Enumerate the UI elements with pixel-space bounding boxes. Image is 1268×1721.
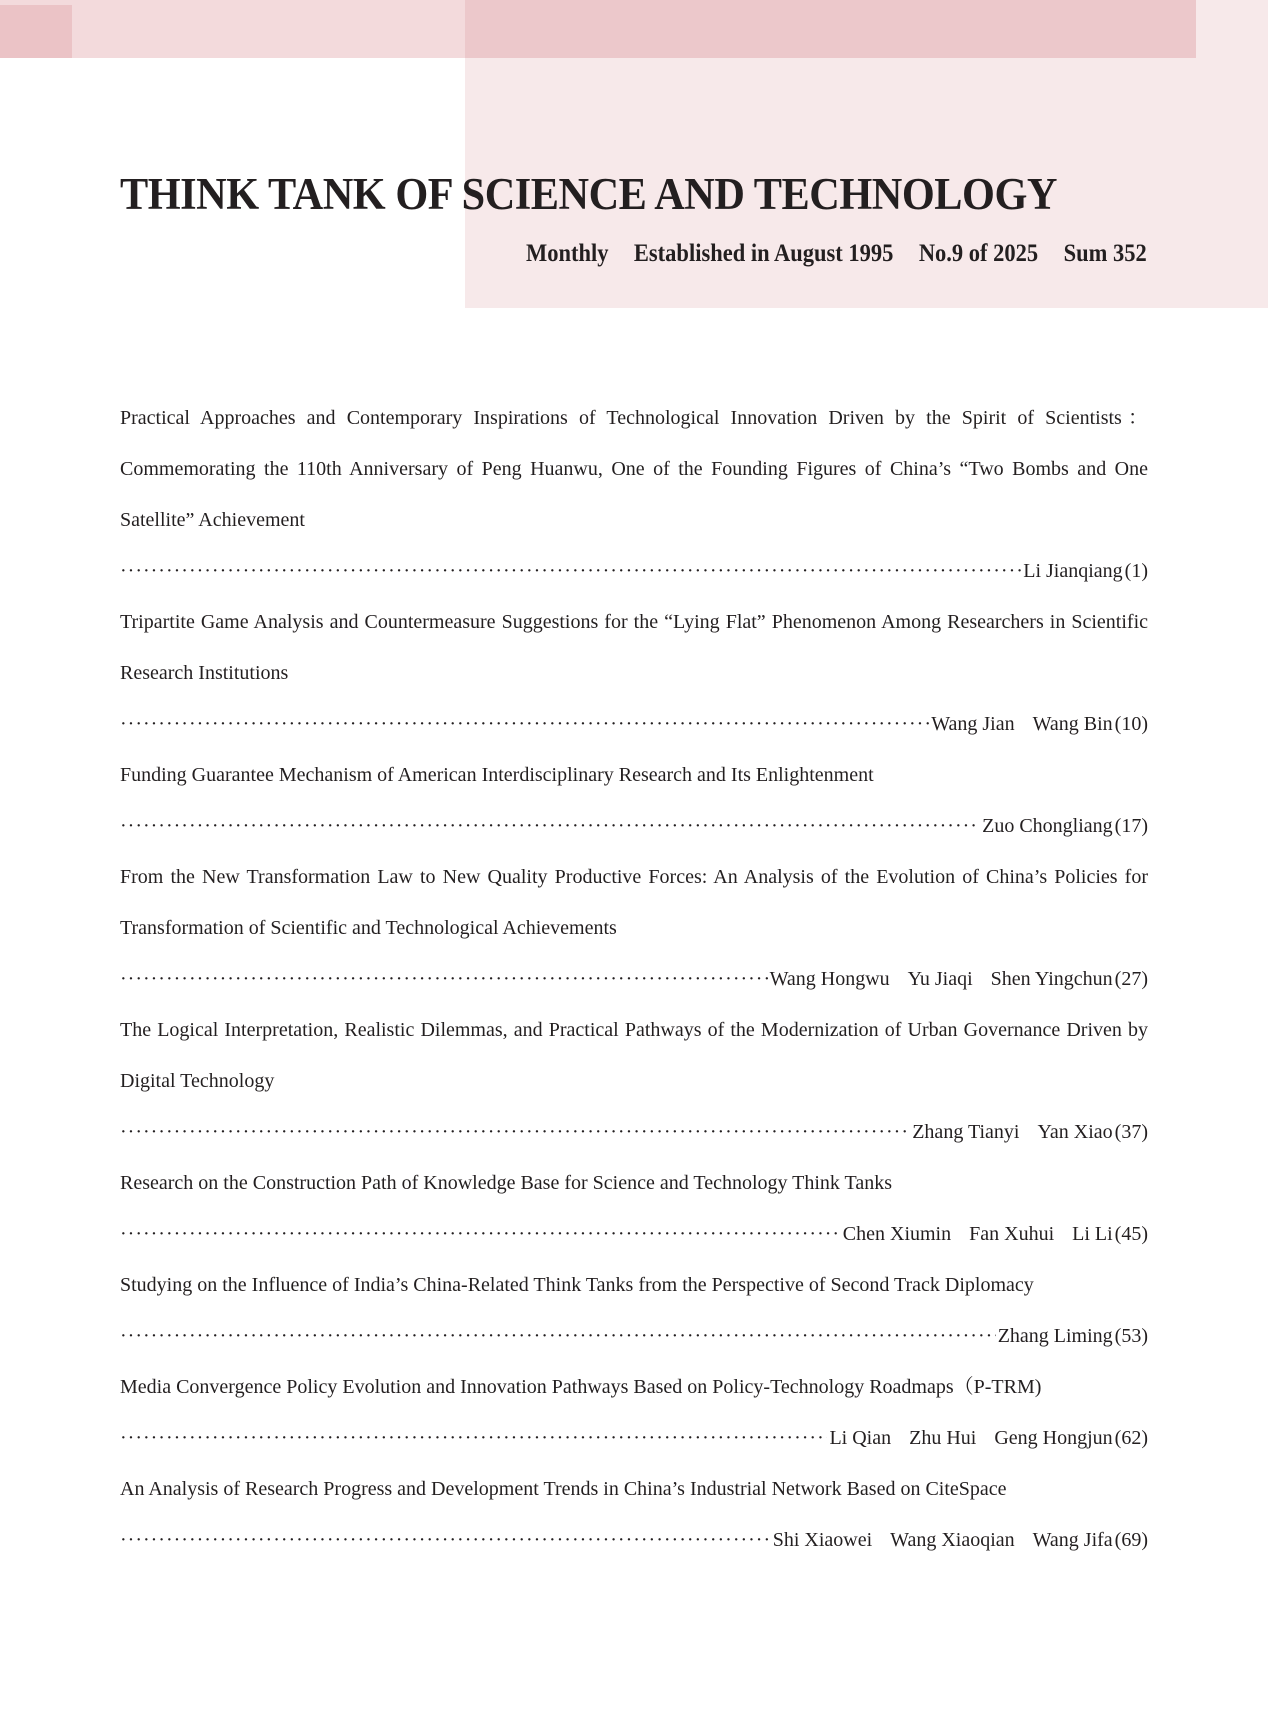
page-number[interactable]: (1) — [1124, 560, 1148, 582]
article-authors — [998, 1311, 1113, 1362]
page-number[interactable]: (62) — [1114, 1427, 1148, 1449]
dot-leader — [120, 801, 980, 852]
author-name: Wang Jifa — [1032, 1529, 1113, 1551]
dot-leader — [120, 1413, 827, 1464]
author-name: Li Li — [1072, 1223, 1113, 1245]
page-number[interactable]: (45) — [1114, 1223, 1148, 1245]
author-name: Yan Xiao — [1037, 1121, 1113, 1143]
page-number[interactable]: (10) — [1114, 713, 1148, 735]
toc-entry[interactable] — [120, 1464, 1148, 1566]
article-authors — [912, 1107, 1112, 1158]
title-panel-strip — [465, 0, 1196, 58]
author-name: Zuo Chongliang — [982, 815, 1113, 837]
author-line — [120, 1107, 1148, 1158]
journal-issue-info — [526, 240, 1147, 268]
author-name: Wang Xiaoqian — [890, 1529, 1015, 1551]
dot-leader — [120, 954, 768, 1005]
article-authors — [843, 1209, 1113, 1260]
author-name: Chen Xiumin — [842, 1223, 952, 1245]
author-line — [120, 1413, 1148, 1464]
article-title[interactable]: Research on the Construction Path of Knowledge Base for Science and Technology Think Tanks — [120, 1172, 893, 1194]
article-title[interactable]: An Analysis of Research Progress and Development Trends in China’s Industrial Network Based on CiteSpace — [120, 1478, 1007, 1500]
author-name: Zhang Tianyi — [912, 1121, 1020, 1143]
article-title[interactable]: Practical Approaches and Contemporary Inspirations of Technological Innovation Driven by the Spirit of Scientists：Commemorating the 110th Anniversary of Peng Huanwu, One of the Founding Figures of China’s “Two Bombs and One Satellite” Achievement — [120, 407, 1148, 531]
issue-number: No.9 of 2025 — [919, 240, 1039, 267]
article-authors — [982, 801, 1113, 852]
article-authors — [931, 699, 1112, 750]
author-line — [120, 699, 1148, 750]
header-band-left-block — [0, 5, 72, 58]
page-number[interactable]: (53) — [1114, 1325, 1148, 1347]
author-name: Wang Bin — [1032, 713, 1113, 735]
article-title[interactable]: Studying on the Influence of India’s China-Related Think Tanks from the Perspective of Second Track Diplomacy — [120, 1274, 1034, 1296]
article-title[interactable]: The Logical Interpretation, Realistic Dilemmas, and Practical Pathways of the Modernization of Urban Governance Driven by Digital Technology — [120, 1019, 1148, 1092]
toc-entry[interactable] — [120, 1362, 1148, 1464]
toc-entry[interactable] — [120, 1158, 1148, 1260]
dot-leader — [120, 1107, 910, 1158]
dot-leader — [120, 546, 1021, 597]
author-line — [120, 801, 1148, 852]
toc-entry[interactable] — [120, 750, 1148, 852]
page-number[interactable]: (37) — [1114, 1121, 1148, 1143]
frequency: Monthly — [526, 240, 609, 267]
author-name: Li Jianqiang — [1023, 560, 1123, 582]
author-name: Wang Jian — [931, 713, 1015, 735]
author-line — [120, 1311, 1148, 1362]
issue-sum: Sum 352 — [1063, 240, 1147, 267]
toc-entry[interactable] — [120, 1260, 1148, 1362]
dot-leader — [120, 1515, 771, 1566]
author-name: Shen Yingchun — [990, 968, 1113, 990]
article-title[interactable]: Media Convergence Policy Evolution and Innovation Pathways Based on Policy-Technology Roadmaps（P-TRM) — [120, 1376, 1042, 1398]
page-number[interactable]: (27) — [1114, 968, 1148, 990]
article-title[interactable]: From the New Transformation Law to New Quality Productive Forces: An Analysis of the Evolution of China’s Policies for Transformation of Scientific and Technological Achievements — [120, 866, 1148, 939]
article-title[interactable]: Funding Guarantee Mechanism of American Interdisciplinary Research and Its Enlightenment — [120, 764, 874, 786]
dot-leader — [120, 1209, 841, 1260]
author-name: Geng Hongjun — [994, 1427, 1113, 1449]
toc-entry[interactable] — [120, 852, 1148, 1005]
author-name: Fan Xuhui — [969, 1223, 1055, 1245]
journal-title: THINK TANK OF SCIENCE AND TECHNOLOGY — [120, 169, 1057, 219]
author-line — [120, 1515, 1148, 1566]
toc-entry[interactable] — [120, 1005, 1148, 1158]
dot-leader — [120, 699, 929, 750]
author-line — [120, 1209, 1148, 1260]
dot-leader — [120, 1311, 996, 1362]
toc-entry[interactable] — [120, 393, 1148, 597]
article-authors — [773, 1515, 1113, 1566]
author-line — [120, 954, 1148, 1005]
page-number[interactable]: (69) — [1114, 1529, 1148, 1551]
table-of-contents — [120, 393, 1148, 1566]
toc-entry[interactable] — [120, 597, 1148, 750]
author-name: Wang Hongwu — [769, 968, 890, 990]
article-authors — [1023, 546, 1122, 597]
article-authors — [829, 1413, 1112, 1464]
article-authors — [770, 954, 1113, 1005]
established-date: Established in August 1995 — [634, 240, 894, 267]
author-name: Li Qian — [829, 1427, 892, 1449]
page-number[interactable]: (17) — [1114, 815, 1148, 837]
author-name: Zhu Hui — [909, 1427, 977, 1449]
article-title[interactable]: Tripartite Game Analysis and Countermeasure Suggestions for the “Lying Flat” Phenomenon Among Researchers in Scientific Research Institutions — [120, 611, 1148, 684]
author-line — [120, 546, 1148, 597]
author-name: Zhang Liming — [997, 1325, 1113, 1347]
author-name: Shi Xiaowei — [772, 1529, 873, 1551]
author-name: Yu Jiaqi — [907, 968, 973, 990]
